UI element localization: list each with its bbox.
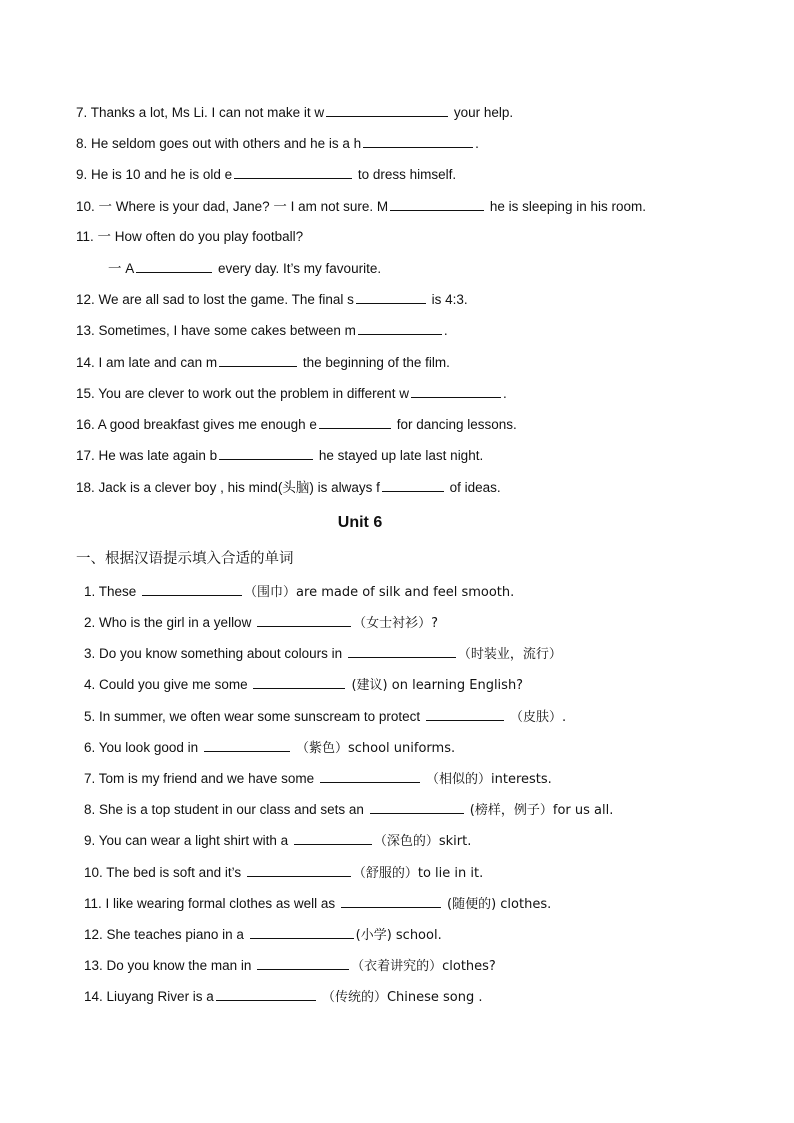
answer-blank[interactable] (219, 353, 297, 367)
answer-blank[interactable] (234, 165, 352, 179)
question-text-end: he stayed up late last night. (315, 448, 484, 463)
answer-blank[interactable] (411, 384, 501, 398)
vocab-question-12 (84, 925, 442, 945)
question-text: 7. Thanks a lot, Ms Li. I can not make it w (76, 105, 325, 120)
question-8 (76, 134, 479, 153)
vocab-question-10 (84, 863, 483, 883)
question-text-end: (随便的) clothes. (442, 897, 552, 912)
question-text-end: of ideas. (445, 480, 501, 495)
section-title: 一、根据汉语提示填入合适的单词 (76, 551, 294, 567)
question-13 (76, 321, 448, 340)
question-text: 8. He seldom goes out with others and he is a h (76, 136, 362, 151)
question-text-end: . (443, 323, 448, 338)
question-17 (76, 446, 483, 465)
question-9 (76, 165, 456, 184)
question-text-end: （皮肤）. (505, 710, 567, 725)
answer-blank[interactable] (370, 800, 464, 814)
question-text-end: （深色的）skirt. (373, 834, 472, 849)
question-15 (76, 384, 507, 403)
question-text: 17. He was late again b (76, 448, 218, 463)
answer-blank[interactable] (390, 197, 484, 211)
question-text-end: （衣着讲究的）clothes? (351, 959, 496, 974)
question-text: 10. 一 Where is your dad, Jane? 一 I am not sure. M (76, 199, 389, 214)
question-text-end: . (502, 386, 507, 401)
answer-blank[interactable] (348, 644, 456, 658)
question-text: 8. She is a top student in our class and sets an (84, 802, 368, 817)
question-text-end: to dress himself. (354, 167, 457, 182)
question-text: 14. Liuyang River is a (84, 989, 214, 1004)
answer-blank[interactable] (253, 675, 345, 689)
vocab-question-1 (84, 582, 514, 602)
question-text: 13. Sometimes, I have some cakes between m (76, 323, 356, 338)
answer-blank[interactable] (136, 259, 212, 273)
question-text: 一 A (108, 261, 135, 276)
question-16 (76, 415, 517, 434)
question-text-end: for dancing lessons. (392, 417, 517, 432)
question-text-end: （时装业，流行） (457, 647, 562, 662)
vocab-question-14 (84, 987, 483, 1007)
vocab-question-7 (84, 769, 552, 789)
unit-title: Unit 6 (337, 514, 383, 531)
question-text: 11. 一 How often do you play football? (76, 229, 304, 244)
answer-blank[interactable] (382, 478, 444, 492)
question-text: 18. Jack is a clever boy , his mind(头脑) is always f (76, 480, 380, 495)
question-14 (76, 353, 450, 372)
question-text-end: he is sleeping in his room. (486, 199, 646, 214)
answer-blank[interactable] (247, 863, 351, 877)
question-text: 7. Tom is my friend and we have some (84, 771, 318, 786)
question-11 (76, 228, 303, 246)
question-text: 5. In summer, we often wear some sunscream to protect (84, 709, 424, 724)
answer-blank[interactable] (341, 894, 441, 908)
answer-blank[interactable] (294, 831, 372, 845)
question-text: 16. A good breakfast gives me enough e (76, 417, 317, 432)
question-text-end: (建议) on learning English? (347, 678, 524, 693)
question-text: 12. She teaches piano in a (84, 927, 248, 942)
answer-blank[interactable] (250, 925, 354, 939)
question-text-end: （围巾）are made of silk and feel smooth. (244, 585, 515, 600)
answer-blank[interactable] (320, 769, 420, 783)
question-text: 13. Do you know the man in (84, 958, 256, 973)
vocab-question-2 (84, 613, 438, 633)
vocab-question-13 (84, 956, 496, 976)
answer-blank[interactable] (257, 956, 349, 970)
answer-blank[interactable] (319, 415, 391, 429)
question-text: 1. These (84, 584, 141, 599)
question-12 (76, 290, 468, 309)
question-text: 10. The bed is soft and it’s (84, 865, 245, 880)
question-text: 9. You can wear a light shirt with a (84, 833, 292, 848)
vocab-question-6 (84, 738, 455, 758)
question-text-end: （相似的）interests. (421, 772, 552, 787)
vocab-question-5 (84, 707, 566, 727)
answer-blank[interactable] (257, 613, 351, 627)
question-text-end: （女士衬衫）? (353, 616, 438, 631)
question-text-end: every day. It’s my favourite. (214, 261, 382, 276)
answer-blank[interactable] (356, 290, 426, 304)
answer-blank[interactable] (204, 738, 290, 752)
question-text-end: the beginning of the film. (299, 355, 450, 370)
question-18 (76, 478, 501, 497)
question-text-end: your help. (450, 105, 514, 120)
question-text-end: (小学) school. (355, 928, 442, 943)
question-text: 14. I am late and can m (76, 355, 218, 370)
vocab-question-9 (84, 831, 471, 851)
question-text: 11. I like wearing formal clothes as well as (84, 896, 339, 911)
question-text: 12. We are all sad to lost the game. The final s (76, 292, 354, 307)
question-10 (76, 197, 646, 216)
question-text: 6. You look good in (84, 740, 202, 755)
vocab-question-3 (84, 644, 562, 664)
answer-blank[interactable] (358, 321, 442, 335)
answer-blank[interactable] (363, 134, 473, 148)
vocab-question-8 (84, 800, 613, 820)
answer-blank[interactable] (216, 987, 316, 1001)
question-text-end: is 4:3. (427, 292, 468, 307)
answer-blank[interactable] (426, 707, 504, 721)
question-text-end: (榜样，例子）for us all. (465, 803, 614, 818)
question-text-end: （紫色）school uniforms. (291, 741, 456, 756)
question-text: 9. He is 10 and he is old e (76, 167, 233, 182)
question-7 (76, 103, 513, 122)
question-text: 15. You are clever to work out the problem in different w (76, 386, 409, 401)
vocab-question-4 (84, 675, 523, 695)
answer-blank[interactable] (219, 446, 313, 460)
answer-blank[interactable] (142, 582, 242, 596)
vocab-question-11 (84, 894, 551, 914)
question-text-end: . (475, 136, 479, 151)
question-text: 4. Could you give me some (84, 677, 252, 692)
question-text-end: （传统的）Chinese song . (317, 990, 483, 1005)
question-text: 2. Who is the girl in a yellow (84, 615, 256, 630)
answer-blank[interactable] (326, 103, 448, 117)
question-text-end: （舒服的）to lie in it. (352, 866, 484, 881)
question-text: 3. Do you know something about colours in (84, 646, 346, 661)
question-11-answer (108, 259, 381, 278)
